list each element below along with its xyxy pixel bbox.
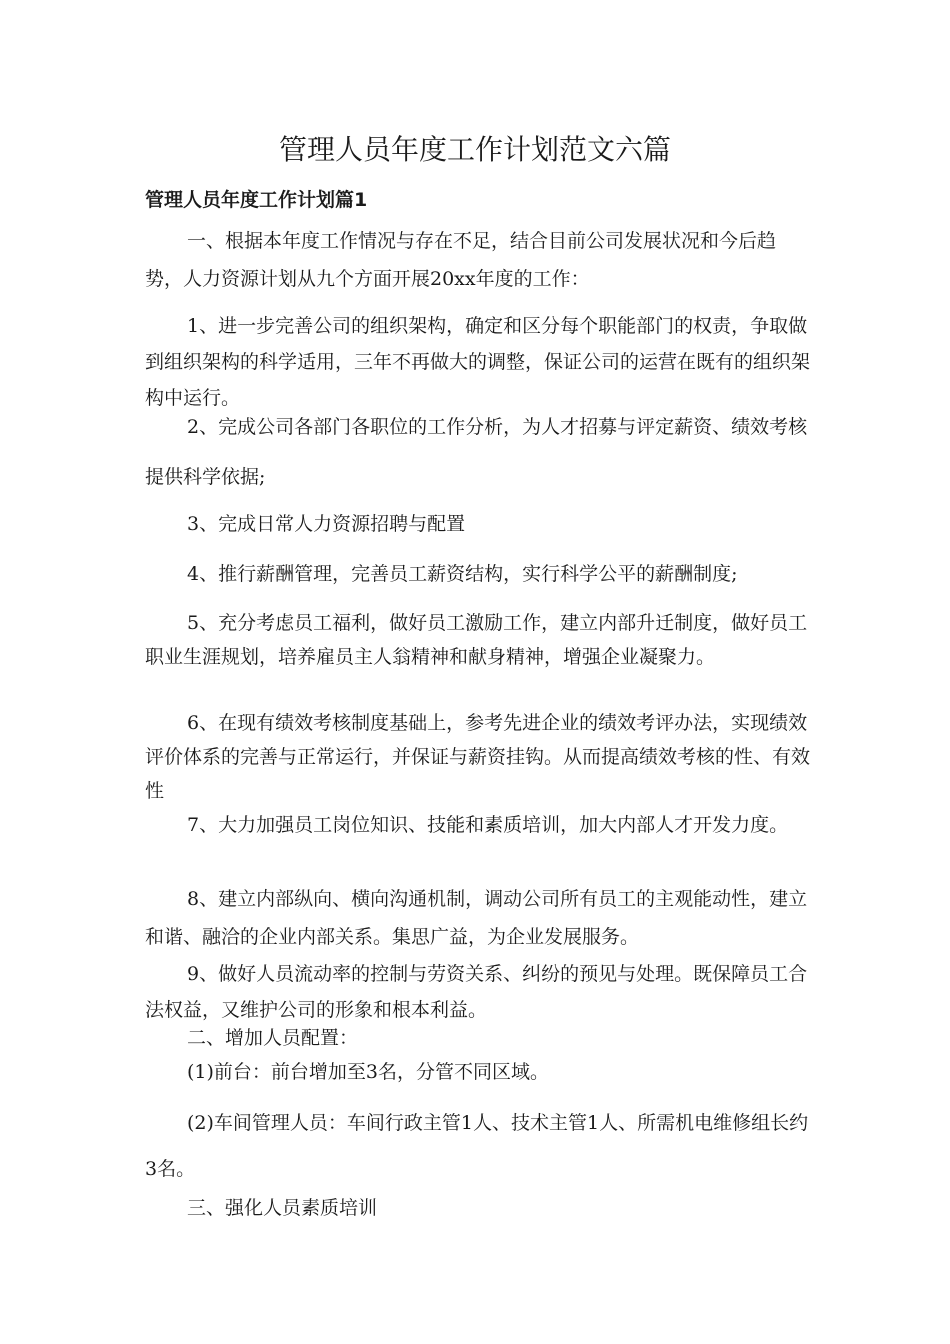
paragraph-item-9: 9、做好人员流动率的控制与劳资关系、纠纷的预见与处理。既保障员工合法权益，又维护公司的形象和根本利益。 (145, 963, 808, 1021)
paragraph-item-1: 1、进一步完善公司的组织架构，确定和区分每个职能部门的权责，争取做到组织架构的科学适用，三年不再做大的调整，保证公司的运营在既有的组织架构中运行。 (145, 315, 811, 409)
paragraph-item-6: 6、在现有绩效考核制度基础上，参考先进企业的绩效考评办法，实现绩效评价体系的完善与正常运行，并保证与薪资挂钩。从而提高绩效考核的性、有效性 (145, 712, 811, 802)
paragraph-item-4: 4、推行薪酬管理，完善员工薪资结构，实行科学公平的薪酬制度; (187, 563, 738, 585)
document-title: 管理人员年度工作计划范文六篇 (278, 133, 671, 166)
paragraph-item-3: 3、完成日常人力资源招聘与配置 (187, 513, 466, 535)
paragraph-item-8: 8、建立内部纵向、横向沟通机制，调动公司所有员工的主观能动性，建立和谐、融洽的企业内部关系。集思广益，为企业发展服务。 (145, 888, 808, 948)
paragraph-intro: 一、根据本年度工作情况与存在不足，结合目前公司发展状况和今后趋势，人力资源计划从九个方面开展20xx年度的工作： (145, 230, 777, 290)
paragraph-reception: (1)前台：前台增加至3名，分管不同区域。 (187, 1061, 550, 1083)
section-heading: 管理人员年度工作计划篇1 (145, 189, 368, 211)
paragraph-item-7: 7、大力加强员工岗位知识、技能和素质培训，加大内部人才开发力度。 (187, 814, 789, 836)
paragraph-item-5: 5、充分考虑员工福利，做好员工激励工作，建立内部升迁制度，做好员工职业生涯规划，培养雇员主人翁精神和献身精神，增强企业凝聚力。 (145, 612, 808, 668)
paragraph-section-3: 三、强化人员素质培训 (187, 1197, 378, 1219)
paragraph-item-2: 2、完成公司各部门各职位的工作分析，为人才招募与评定薪资、绩效考核提供科学依据; (145, 416, 808, 488)
paragraph-workshop: (2)车间管理人员：车间行政主管1人、技术主管1人、所需机电维修组长约3名。 (145, 1112, 809, 1180)
paragraph-section-2: 二、增加人员配置： (187, 1027, 359, 1049)
